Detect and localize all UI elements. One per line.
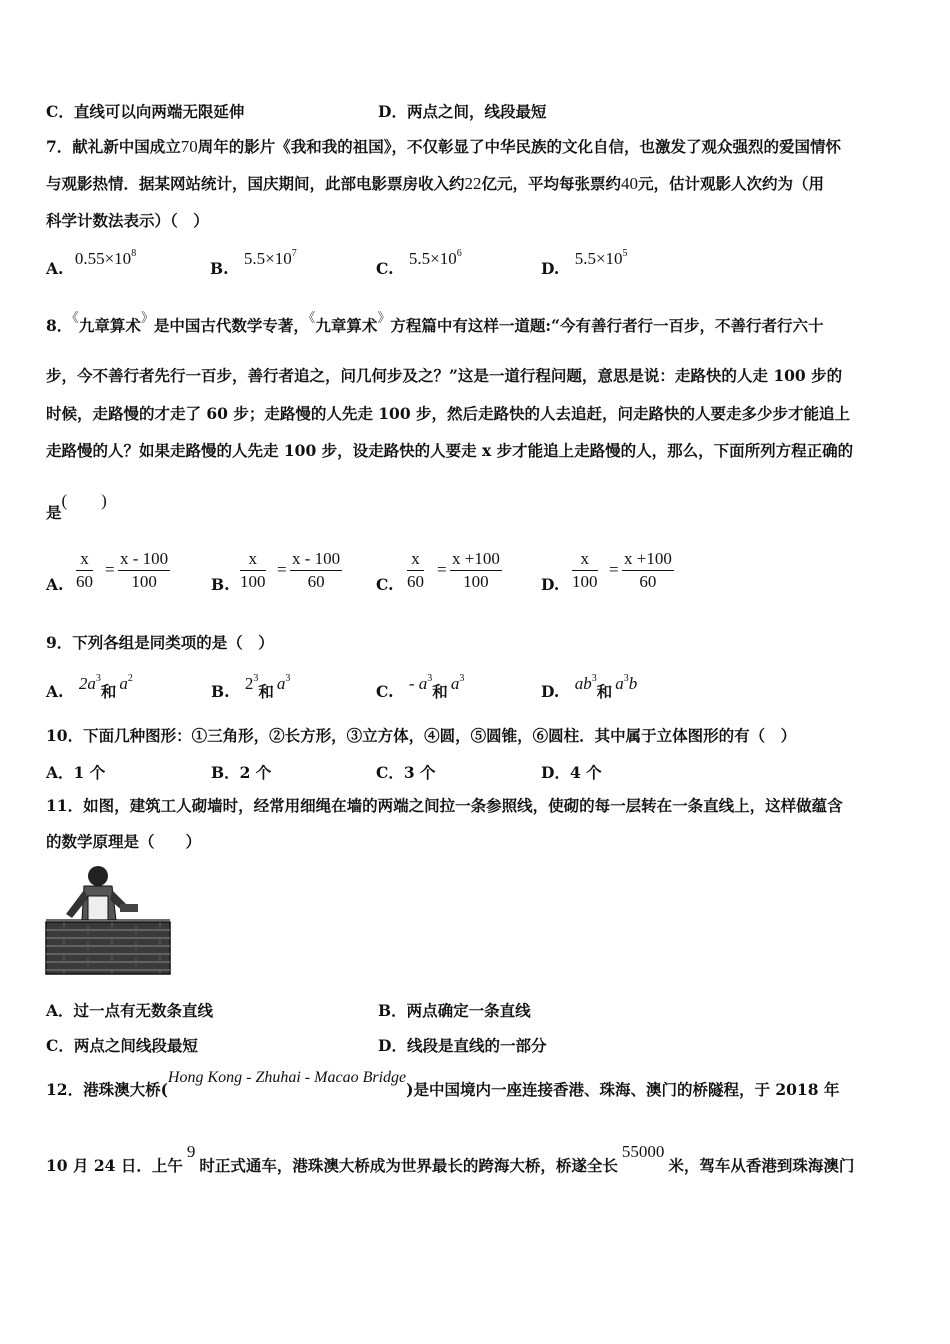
q7-option-c[interactable]: C. $5.5\times 10^6$ [376, 248, 462, 278]
q8-line1: 8．《九章算术》是中国古代数学专著，《九章算术》方程篇中有这样一道题:“今有善行者行一百步，不善行者行六十 [46, 311, 824, 335]
q8-option-d-left-fraction: $\frac{x}{100}$ [572, 549, 598, 591]
q8-option-a-left-fraction: $\frac{x}{60}$ [76, 549, 93, 591]
q7-option-a[interactable]: A. $0.55\times 10^8$ [46, 248, 137, 278]
q8-option-c-left-fraction: $\frac{x}{60}$ [407, 549, 424, 591]
q8-line5: 是( ) [46, 491, 107, 522]
q11-option-a[interactable]: A．过一点有无数条直线 [46, 1001, 214, 1020]
q8-option-c-label[interactable]: C. [376, 575, 394, 594]
q8-option-b-left-fraction: $\frac{x}{100}$ [240, 549, 266, 591]
q7-line2: 与观影热情．据某网站统计，国庆期间，此部电影票房收入约22亿元，平均每张票约40元，估计观影人次约为（用 [46, 174, 825, 193]
q11-line2: 的数学原理是（ ） [46, 832, 202, 851]
q10-stem: 10．下面几种图形：①三角形，②长方形，③立方体，④圆，⑤圆锥，⑥圆柱．其中属于立体图形的有（ ） [46, 726, 797, 745]
bricklayer-illustration [44, 862, 176, 978]
q8-option-b-right-fraction: $\frac{x - 100}{60}$ [292, 549, 341, 591]
equals-sign: = [609, 560, 619, 579]
q9-option-d[interactable]: D. $ab^3$和 $a^3b$ [541, 673, 638, 701]
equals-sign: = [105, 560, 115, 579]
brick-wall [46, 920, 170, 974]
q8-option-d-right-fraction: $\frac{x +100}{60}$ [624, 549, 672, 591]
q8-option-c-right-fraction: $\frac{x +100}{100}$ [452, 549, 500, 591]
q9-stem: 9．下列各组是同类项的是（ ） [46, 633, 274, 652]
q10-option-c[interactable]: C．3 个 [376, 763, 436, 782]
q9-option-b[interactable]: B. $2^3$和 $a^3$ [211, 673, 291, 701]
q7-option-b[interactable]: B. $5.5\times 10^7$ [210, 248, 297, 278]
q8-line2: 步，今不善行者先行一百步，善行者追之，问几何步及之？”这是一道行程问题，意思是说：走路快的人走 100 步的 [46, 366, 843, 385]
q7-option-d[interactable]: D. $5.5\times 10^5$ [541, 248, 628, 278]
option-c-text: C．直线可以向两端无限延伸 [46, 102, 245, 121]
option-d-text: D．两点之间，线段最短 [378, 102, 547, 121]
q10-option-b[interactable]: B．2 个 [211, 763, 272, 782]
q8-option-b-label[interactable]: B. [211, 575, 230, 594]
q8-option-a-right-fraction: $\frac{x - 100}{100}$ [120, 549, 169, 591]
q8-line4: 走路慢的人？如果走路慢的人先走 100 步，设走路快的人要走 x 步才能追上走路慢的人，那么，下面所列方程正确的 [46, 441, 854, 460]
equals-sign: = [437, 560, 447, 579]
equals-sign: = [277, 560, 287, 579]
q11-option-b[interactable]: B．两点确定一条直线 [378, 1001, 531, 1020]
q12-line1: 12．港珠澳大桥(Hong Kong - Zhuhai - Macao Bridge)是中国境内一座连接香港、珠海、澳门的桥隧程，于 2018 年 [46, 1069, 840, 1099]
q10-option-d[interactable]: D．4 个 [541, 763, 602, 782]
q11-option-d[interactable]: D．线段是直线的一部分 [378, 1036, 547, 1055]
q7-line1: 7．献礼新中国成立70周年的影片《我和我的祖国》，不仅彰显了中华民族的文化自信，也激发了观众强烈的爱国情怀 [46, 137, 842, 156]
q9-option-c[interactable]: C. - $a^3$和 $a^3$ [376, 673, 465, 701]
q10-option-a[interactable]: A．1 个 [46, 763, 106, 782]
q11-line1: 11．如图，建筑工人砌墙时，经常用细绳在墙的两端之间拉一条参照线，使砌的每一层转在一条直线上，这样做蕴含 [46, 796, 843, 815]
worker-figure [66, 866, 138, 920]
q11-option-c[interactable]: C．两点之间线段最短 [46, 1036, 198, 1055]
q9-option-a[interactable]: A. $2a^3$和 $a^2$ [46, 673, 133, 701]
q12-line2: 10 月 24 日．上午9时正式通车，港珠澳大桥成为世界最长的跨海大桥，桥遂全长55000米，驾车从香港到珠海澳门 [46, 1142, 855, 1175]
q8-line3: 时候，走路慢的才走了 60 步；走路慢的人先走 100 步，然后走路快的人去追赶，问走路快的人要走多少步才能追上 [46, 404, 851, 423]
q8-option-a-label[interactable]: A. [46, 575, 64, 594]
q7-line3: 科学计数法表示）（ ） [46, 211, 209, 230]
q8-option-d-label[interactable]: D. [541, 575, 560, 594]
